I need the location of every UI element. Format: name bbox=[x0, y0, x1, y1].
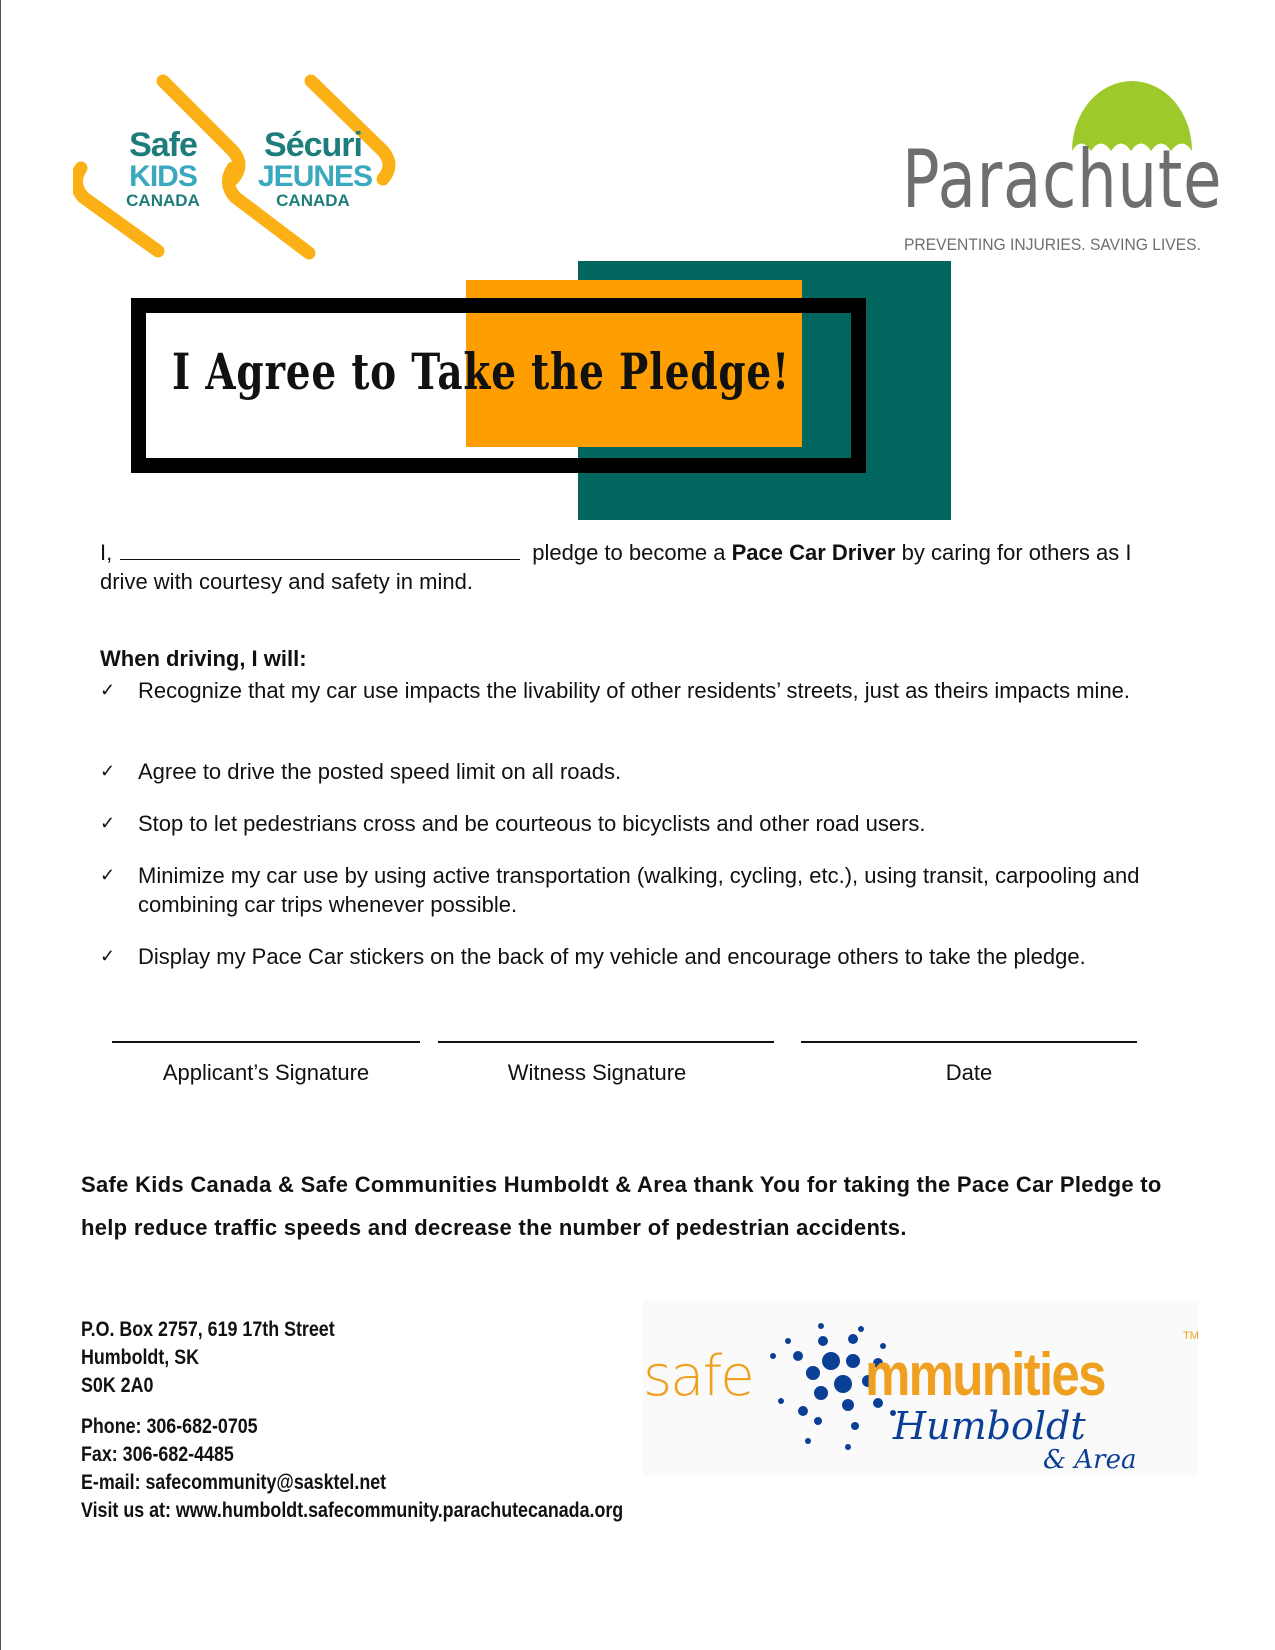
logo-text: KIDS bbox=[129, 160, 197, 193]
logo-text: mmunities bbox=[865, 1341, 1105, 1408]
list-item bbox=[100, 809, 1160, 838]
signature-label: Date bbox=[945, 1060, 993, 1085]
logo-text: Humboldt bbox=[893, 1404, 1086, 1448]
logo-tagline: PREVENTING INJURIES. SAVING LIVES. bbox=[904, 235, 1201, 254]
signature-label: Witness Signature bbox=[507, 1060, 687, 1085]
name-field[interactable] bbox=[120, 539, 520, 560]
contact-details bbox=[81, 1413, 623, 1525]
safe-kids-canada-logo bbox=[73, 73, 413, 263]
trademark: TM bbox=[1183, 1330, 1199, 1342]
list-item-text: Agree to drive the posted speed limit on all roads. bbox=[138, 759, 622, 784]
logo-text: & Area bbox=[1043, 1445, 1137, 1475]
page-title: I Agree to Take the Pledge! bbox=[172, 342, 790, 401]
address-line: P.O. Box 2757, 619 17th Street bbox=[81, 1318, 335, 1341]
phone: Phone: 306-682-0705 bbox=[81, 1415, 258, 1438]
witness-signature-line[interactable] bbox=[438, 1041, 774, 1043]
list-item-text: Stop to let pedestrians cross and be courteous to bicyclists and other road users. bbox=[138, 811, 926, 836]
check-icon: ✓ bbox=[100, 761, 116, 781]
pace-car-driver: Pace Car Driver bbox=[731, 540, 896, 565]
list-item bbox=[100, 942, 1160, 971]
logo-text: Parachute bbox=[902, 133, 1223, 226]
list-item bbox=[100, 676, 1160, 705]
signature-label: Applicant’s Signature bbox=[162, 1060, 370, 1085]
pledge-prefix: I, bbox=[100, 540, 113, 565]
list-item bbox=[100, 757, 1160, 786]
check-icon: ✓ bbox=[100, 680, 116, 700]
logo-text: safe bbox=[643, 1344, 753, 1409]
logo-text: CANADA bbox=[126, 191, 200, 210]
date-line[interactable] bbox=[801, 1041, 1137, 1043]
logo-text: CANADA bbox=[276, 191, 350, 210]
check-icon: ✓ bbox=[100, 865, 116, 885]
list-item-text: Minimize my car use by using active transportation (walking, cycling, etc.), using transit, carpooling and combining car trips whenever possible. bbox=[138, 863, 1140, 917]
logo-text: Sécuri bbox=[264, 126, 362, 164]
fax: Fax: 306-682-4485 bbox=[81, 1443, 234, 1466]
page-edge bbox=[0, 0, 1, 1650]
email-link[interactable]: E-mail: safecommunity@sasktel.net bbox=[81, 1471, 387, 1494]
address-line: S0K 2A0 bbox=[81, 1374, 154, 1397]
parachute-logo bbox=[900, 76, 1223, 261]
check-icon: ✓ bbox=[100, 813, 116, 833]
applicant-signature-line[interactable] bbox=[112, 1041, 420, 1043]
list-item-text: Recognize that my car use impacts the livability of other residents’ streets, just as theirs impacts mine. bbox=[138, 678, 1131, 703]
pledge-text: by caring for others as I drive with courtesy and safety in mind. bbox=[100, 540, 1132, 594]
website-link[interactable]: Visit us at: www.humboldt.safecommunity.parachutecanada.org bbox=[81, 1499, 624, 1522]
safe-communities-logo bbox=[643, 1301, 1198, 1476]
logo-text: JEUNES bbox=[258, 160, 373, 193]
pledge-text: pledge to become a bbox=[532, 540, 732, 565]
address-line: Humboldt, SK bbox=[81, 1346, 200, 1369]
contact-address bbox=[81, 1316, 335, 1400]
section-heading: When driving, I will: bbox=[100, 646, 307, 671]
list-item-text: Display my Pace Car stickers on the back of my vehicle and encourage others to take the pledge. bbox=[138, 944, 1086, 969]
list-item bbox=[100, 861, 1160, 919]
thank-you-message: Safe Kids Canada & Safe Communities Humboldt & Area thank You for taking the Pace Car Pledge to help reduce traffic speeds and decrease the number of pedestrian accidents. bbox=[81, 1172, 1162, 1240]
pledge-statement bbox=[100, 538, 1160, 596]
check-icon: ✓ bbox=[100, 946, 116, 966]
logo-text: Safe bbox=[129, 126, 197, 164]
